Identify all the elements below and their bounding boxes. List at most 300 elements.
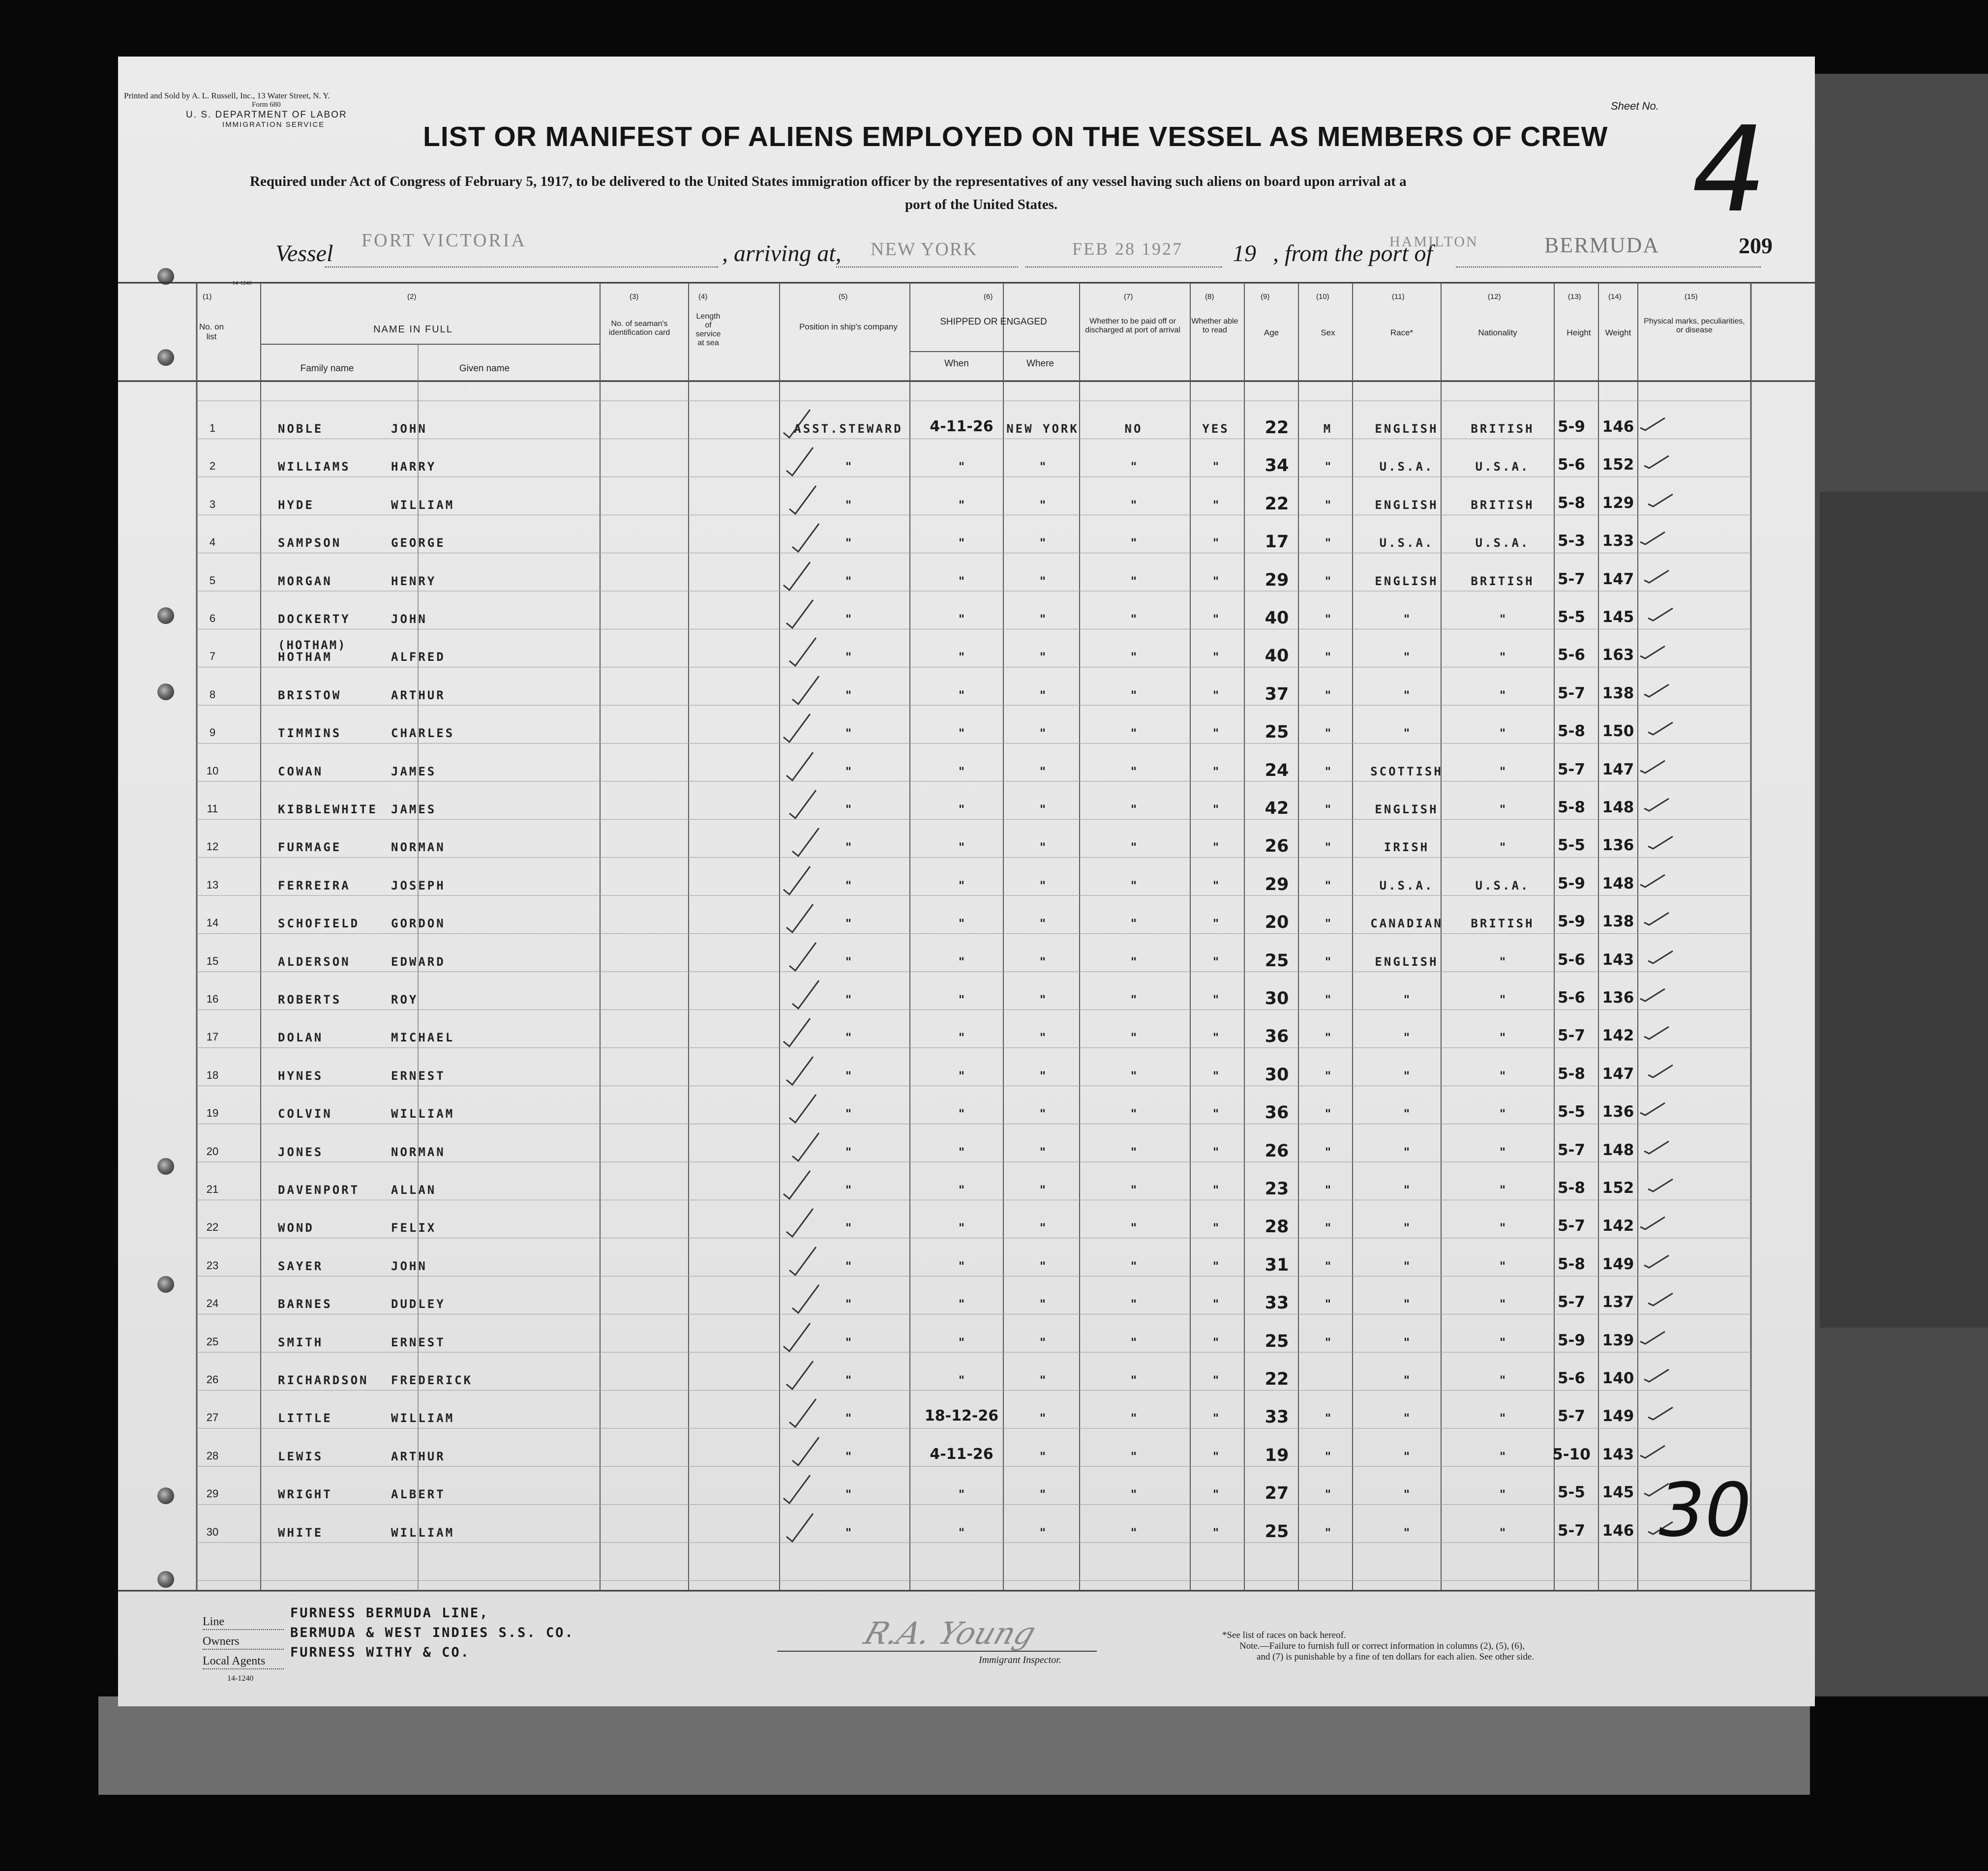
sex: " — [1325, 1183, 1331, 1197]
able-to-read: " — [1212, 1069, 1219, 1083]
vessel-name: FORT VICTORIA — [361, 230, 527, 251]
nationality: " — [1499, 1487, 1506, 1502]
owners-label: Owners — [203, 1635, 240, 1648]
age: 26 — [1265, 836, 1289, 857]
nationality: " — [1499, 1373, 1506, 1387]
service-check-mark — [788, 1129, 823, 1163]
sex: " — [1325, 993, 1331, 1007]
height: 5-6 — [1557, 456, 1586, 474]
small-stamp: 14-1240 — [232, 279, 252, 286]
header-where: Where — [1026, 358, 1054, 369]
sheet-number: 4 — [1680, 101, 1779, 238]
race: U.S.A. — [1379, 460, 1434, 474]
nationality: BRITISH — [1471, 917, 1535, 931]
height: 5-9 — [1557, 874, 1586, 892]
shipped-when: " — [958, 1335, 965, 1349]
able-to-read: " — [1212, 688, 1219, 702]
service-check-mark — [785, 1091, 820, 1125]
nationality: " — [1499, 1335, 1506, 1349]
weight: 163 — [1602, 646, 1634, 664]
departure-port: HAMILTON — [1389, 234, 1478, 250]
position: " — [845, 650, 852, 664]
nationality: " — [1499, 1259, 1506, 1273]
name-correction-note: (HOTHAM) — [278, 638, 347, 652]
able-to-read: " — [1212, 993, 1219, 1007]
header-family-name: Family name — [300, 363, 354, 374]
row-number: 24 — [206, 1297, 219, 1310]
paid-off: " — [1130, 498, 1137, 512]
able-to-read: " — [1212, 917, 1219, 931]
family-name: MORGAN — [278, 574, 332, 588]
physical-check-mark — [1646, 1053, 1680, 1087]
paid-off: " — [1130, 840, 1137, 855]
age: 42 — [1265, 799, 1289, 818]
paid-off: " — [1130, 1411, 1137, 1426]
given-name: ALFRED — [391, 650, 446, 664]
given-name: JOHN — [391, 1259, 427, 1273]
able-to-read: " — [1212, 1031, 1219, 1045]
column-number: (15) — [1685, 293, 1698, 301]
from-port-label: , from the port of — [1273, 240, 1433, 267]
physical-check-mark — [1642, 1129, 1676, 1163]
given-name: WILLIAM — [391, 1525, 455, 1540]
header-able-read: Whether able to read — [1191, 317, 1238, 334]
given-name: NORMAN — [391, 840, 446, 855]
position: " — [845, 1145, 852, 1159]
row-number: 3 — [209, 498, 216, 510]
shipped-when: " — [958, 688, 965, 702]
race: " — [1403, 1221, 1410, 1235]
paid-off: " — [1130, 1259, 1137, 1273]
weight: 133 — [1602, 532, 1634, 550]
paid-off: " — [1130, 878, 1137, 892]
manifest-sheet — [118, 57, 1815, 1706]
given-name: HENRY — [391, 574, 437, 588]
row-number: 23 — [206, 1259, 219, 1272]
row-number: 28 — [206, 1449, 219, 1462]
form-number: Form 680 — [252, 101, 281, 109]
race: " — [1403, 1335, 1410, 1349]
age: 33 — [1265, 1293, 1289, 1313]
height: 5-7 — [1557, 760, 1586, 778]
race: " — [1403, 650, 1410, 664]
family-name: DOCKERTY — [278, 612, 351, 626]
height: 5-8 — [1557, 1255, 1586, 1273]
age: 22 — [1265, 1369, 1289, 1389]
age: 28 — [1265, 1217, 1289, 1237]
family-name: FERREIRA — [278, 878, 351, 892]
sex: " — [1325, 1335, 1331, 1349]
service-check-mark — [785, 786, 820, 821]
position: ASST.STEWARD — [794, 422, 903, 436]
age: 17 — [1265, 532, 1289, 552]
nationality: " — [1499, 993, 1506, 1007]
age: 27 — [1265, 1484, 1289, 1504]
sex: " — [1325, 802, 1331, 816]
line-value: FURNESS BERMUDA LINE, — [290, 1605, 489, 1621]
age: 36 — [1265, 1027, 1289, 1047]
header-nationality: Nationality — [1478, 328, 1517, 337]
header-sex: Sex — [1321, 328, 1335, 337]
position: " — [845, 1221, 852, 1235]
paid-off: " — [1130, 1107, 1137, 1121]
given-name: FELIX — [391, 1221, 437, 1235]
able-to-read: " — [1212, 840, 1219, 855]
race: ENGLISH — [1375, 802, 1439, 816]
weight: 142 — [1602, 1027, 1634, 1045]
shipped-when: " — [958, 878, 965, 892]
sex: " — [1325, 917, 1331, 931]
row-number: 5 — [209, 574, 216, 587]
row-number: 1 — [209, 422, 216, 434]
shipped-where: NEW YORK — [1006, 422, 1079, 436]
shipped-when: " — [958, 1487, 965, 1502]
position: " — [845, 536, 852, 550]
nationality: U.S.A. — [1475, 460, 1530, 474]
able-to-read: " — [1212, 954, 1219, 969]
given-name: HARRY — [391, 460, 437, 474]
physical-check-mark — [1638, 1319, 1672, 1354]
nationality: " — [1499, 612, 1506, 626]
arrival-port: NEW YORK — [871, 239, 978, 260]
able-to-read: " — [1212, 1411, 1219, 1426]
position: " — [845, 1525, 852, 1540]
paid-off: " — [1130, 764, 1137, 778]
shipped-where: " — [1039, 574, 1046, 588]
row-number: 27 — [206, 1411, 219, 1424]
physical-check-mark — [1642, 558, 1676, 593]
column-number: (3) — [630, 293, 639, 301]
paid-off: " — [1130, 954, 1137, 969]
race: U.S.A. — [1379, 536, 1434, 550]
paid-off: " — [1130, 1449, 1137, 1463]
able-to-read: " — [1212, 1335, 1219, 1349]
column-number: (13) — [1568, 293, 1581, 301]
column-number: (12) — [1488, 293, 1501, 301]
physical-check-mark — [1642, 786, 1676, 821]
height: 5-7 — [1557, 1521, 1586, 1540]
adjacent-page-shadow — [1820, 492, 1988, 1328]
service-check-mark — [780, 558, 814, 593]
sex: " — [1325, 1259, 1331, 1273]
physical-check-mark — [1642, 1014, 1676, 1049]
height: 5-8 — [1557, 799, 1586, 816]
age: 26 — [1265, 1141, 1289, 1161]
subtitle-line-2: port of the United States. — [905, 197, 1058, 212]
weight: 149 — [1602, 1407, 1634, 1426]
position: " — [845, 1411, 852, 1426]
given-name: CHARLES — [391, 726, 455, 741]
sex: " — [1325, 1297, 1331, 1311]
paid-off: " — [1130, 1335, 1137, 1349]
shipped-where: " — [1039, 1031, 1046, 1045]
physical-check-mark — [1642, 900, 1676, 935]
paid-off: " — [1130, 536, 1137, 550]
shipped-when: " — [958, 1525, 965, 1540]
paid-off: " — [1130, 802, 1137, 816]
weight: 142 — [1602, 1217, 1634, 1235]
arriving-label: , arriving at, — [722, 240, 842, 267]
sex: " — [1325, 498, 1331, 512]
race: " — [1403, 1031, 1410, 1045]
inspector-signature: R.A. Young — [860, 1615, 1040, 1651]
physical-check-mark — [1642, 444, 1676, 478]
weight: 138 — [1602, 913, 1634, 931]
height: 5-5 — [1557, 1103, 1586, 1121]
age: 31 — [1265, 1255, 1289, 1275]
given-name: ARTHUR — [391, 688, 446, 702]
paid-off: " — [1130, 726, 1137, 741]
height: 5-9 — [1557, 418, 1586, 436]
nationality: " — [1499, 1525, 1506, 1540]
race: " — [1403, 1411, 1410, 1426]
row-number: 2 — [209, 460, 216, 473]
age: 29 — [1265, 570, 1289, 590]
shipped-when: 18-12-26 — [924, 1407, 999, 1425]
shipped-when: " — [958, 840, 965, 855]
shipped-where: " — [1039, 650, 1046, 664]
position: " — [845, 1449, 852, 1463]
able-to-read: " — [1212, 1145, 1219, 1159]
shipped-where: " — [1039, 1411, 1046, 1426]
penalty-note-2: and (7) is punishable by a fine of ten dollars for each alien. See other side. — [1257, 1652, 1535, 1662]
weight: 136 — [1602, 836, 1634, 855]
service-check-mark — [780, 1319, 814, 1354]
nationality: " — [1499, 802, 1506, 816]
position: " — [845, 840, 852, 855]
position: " — [845, 1031, 852, 1045]
nationality: " — [1499, 1031, 1506, 1045]
given-name: WILLIAM — [391, 498, 455, 512]
position: " — [845, 1297, 852, 1311]
position: " — [845, 574, 852, 588]
given-name: MICHAEL — [391, 1031, 455, 1045]
height: 5-7 — [1557, 1141, 1586, 1159]
physical-check-mark — [1646, 939, 1680, 973]
weight: 148 — [1602, 799, 1634, 816]
shipped-where: " — [1039, 878, 1046, 892]
nationality: BRITISH — [1471, 422, 1535, 436]
paid-off: " — [1130, 917, 1137, 931]
height: 5-8 — [1557, 494, 1586, 512]
able-to-read: " — [1212, 1183, 1219, 1197]
given-name: JAMES — [391, 764, 437, 778]
race: " — [1403, 1449, 1410, 1463]
age: 25 — [1265, 1521, 1289, 1542]
given-name: ALLAN — [391, 1183, 437, 1197]
height: 5-6 — [1557, 646, 1586, 664]
position: " — [845, 917, 852, 931]
paid-off: " — [1130, 1525, 1137, 1540]
sex: " — [1325, 1031, 1331, 1045]
height: 5-5 — [1557, 1484, 1586, 1502]
row-number: 6 — [209, 612, 216, 624]
weight: 148 — [1602, 1141, 1634, 1159]
service-check-mark — [783, 596, 817, 630]
given-name: GEORGE — [391, 536, 446, 550]
sex: " — [1325, 650, 1331, 664]
position: " — [845, 498, 852, 512]
given-name: JOHN — [391, 422, 427, 436]
age: 24 — [1265, 760, 1289, 780]
race: " — [1403, 1183, 1410, 1197]
weight: 129 — [1602, 494, 1634, 512]
subtitle-line-1: Required under Act of Congress of February 5, 1917, to be delivered to the United States immigration officer by the representatives of any vessel having such aliens on board upon arrival at a — [250, 174, 1407, 189]
signature-rule — [777, 1651, 1097, 1652]
height: 5-7 — [1557, 1217, 1586, 1235]
age: 34 — [1265, 456, 1289, 476]
header-seaman-card: No. of seaman's identification card — [608, 320, 670, 337]
position: " — [845, 802, 852, 816]
sex: " — [1325, 612, 1331, 626]
height: 5-5 — [1557, 836, 1586, 855]
shipped-when: " — [958, 460, 965, 474]
year-label: 19 — [1233, 240, 1256, 267]
paid-off: " — [1130, 1297, 1137, 1311]
shipped-where: " — [1039, 460, 1046, 474]
paid-off: " — [1130, 1031, 1137, 1045]
height: 5-3 — [1557, 532, 1586, 550]
row-number: 26 — [206, 1373, 219, 1386]
height: 5-6 — [1557, 989, 1586, 1007]
physical-check-mark — [1638, 977, 1672, 1011]
owners-value: BERMUDA & WEST INDIES S.S. CO. — [290, 1625, 574, 1640]
physical-check-mark — [1642, 672, 1676, 707]
paid-off: " — [1130, 574, 1137, 588]
height: 5-9 — [1557, 913, 1586, 931]
header-when: When — [944, 358, 969, 369]
shipped-when: " — [958, 1373, 965, 1387]
service-check-mark — [783, 1357, 817, 1392]
able-to-read: " — [1212, 878, 1219, 892]
row-number: 12 — [206, 840, 219, 853]
shipped-where: " — [1039, 917, 1046, 931]
given-name: EDWARD — [391, 954, 446, 969]
given-name: ROY — [391, 993, 419, 1007]
shipped-when: " — [958, 993, 965, 1007]
family-name: WHITE — [278, 1525, 324, 1540]
service-check-mark — [780, 1167, 814, 1201]
shipped-when: 4-11-26 — [930, 418, 994, 435]
height: 5-6 — [1557, 950, 1586, 969]
service-check-mark — [788, 977, 823, 1011]
age: 33 — [1265, 1407, 1289, 1427]
service-name: IMMIGRATION SERVICE — [222, 120, 325, 129]
nationality: " — [1499, 688, 1506, 702]
page-title: LIST OR MANIFEST OF ALIENS EMPLOYED ON THE VESSEL AS MEMBERS OF CREW — [423, 121, 1608, 152]
paid-off: " — [1130, 1183, 1137, 1197]
position: " — [845, 878, 852, 892]
age: 25 — [1265, 1331, 1289, 1351]
header-height: Height — [1566, 328, 1591, 337]
family-name: SAYER — [278, 1259, 324, 1273]
family-name: LEWIS — [278, 1449, 324, 1463]
race: " — [1403, 1487, 1410, 1502]
family-name: NOBLE — [278, 422, 324, 436]
shipped-when: " — [958, 954, 965, 969]
service-check-mark — [785, 1243, 820, 1277]
weight: 152 — [1602, 456, 1634, 474]
age: 22 — [1265, 418, 1289, 438]
family-name: BRISTOW — [278, 688, 342, 702]
family-name: WRIGHT — [278, 1487, 332, 1502]
inspector-label: Immigrant Inspector. — [979, 1655, 1061, 1665]
position: " — [845, 726, 852, 741]
race: U.S.A. — [1379, 878, 1434, 892]
shipped-when: " — [958, 574, 965, 588]
age: 25 — [1265, 722, 1289, 742]
row-number: 7 — [209, 650, 216, 663]
age: 23 — [1265, 1179, 1289, 1199]
age: 22 — [1265, 494, 1289, 514]
shipped-where: " — [1039, 1259, 1046, 1273]
paid-off: " — [1130, 688, 1137, 702]
position: " — [845, 1487, 852, 1502]
sex: " — [1325, 878, 1331, 892]
shipped-where: " — [1039, 993, 1046, 1007]
shipped-where: " — [1039, 498, 1046, 512]
row-number: 9 — [209, 726, 216, 739]
able-to-read: " — [1212, 1373, 1219, 1387]
age: 36 — [1265, 1103, 1289, 1123]
race: " — [1403, 612, 1410, 626]
able-to-read: " — [1212, 1525, 1219, 1540]
column-number: (2) — [407, 293, 417, 301]
family-name: COWAN — [278, 764, 324, 778]
race: ENGLISH — [1375, 574, 1439, 588]
height: 5-5 — [1557, 608, 1586, 626]
header-physical-marks: Physical marks, peculiarities, or disease — [1644, 317, 1745, 334]
able-to-read: " — [1212, 650, 1219, 664]
weight: 146 — [1602, 1521, 1634, 1540]
nationality: " — [1499, 1183, 1506, 1197]
race: ENGLISH — [1375, 422, 1439, 436]
weight: 149 — [1602, 1255, 1634, 1273]
header-no-on-list: No. on list — [199, 322, 224, 341]
able-to-read: " — [1212, 1487, 1219, 1502]
shipped-where: " — [1039, 764, 1046, 778]
sheet-label: Sheet No. — [1611, 100, 1659, 112]
physical-check-mark — [1642, 1357, 1676, 1392]
row-number: 29 — [206, 1487, 219, 1500]
position: " — [845, 460, 852, 474]
given-name: NORMAN — [391, 1145, 446, 1159]
service-check-mark — [788, 1433, 823, 1468]
physical-check-mark — [1646, 824, 1680, 859]
shipped-where: " — [1039, 1373, 1046, 1387]
position: " — [845, 1335, 852, 1349]
row-number: 14 — [206, 917, 219, 929]
position: " — [845, 764, 852, 778]
paid-off: " — [1130, 612, 1137, 626]
height: 5-10 — [1552, 1445, 1591, 1463]
column-number: (6) — [984, 293, 993, 301]
shipped-when: " — [958, 1031, 965, 1045]
race: " — [1403, 1069, 1410, 1083]
nationality: " — [1499, 954, 1506, 969]
shipped-when: " — [958, 1107, 965, 1121]
row-number: 30 — [206, 1525, 219, 1538]
weight: 139 — [1602, 1331, 1634, 1349]
service-check-mark — [780, 406, 814, 440]
position: " — [845, 954, 852, 969]
weight: 145 — [1602, 1484, 1634, 1502]
weight: 136 — [1602, 1103, 1634, 1121]
physical-check-mark — [1638, 406, 1672, 440]
nationality: " — [1499, 1449, 1506, 1463]
given-name: WILLIAM — [391, 1107, 455, 1121]
given-name: ALBERT — [391, 1487, 446, 1502]
